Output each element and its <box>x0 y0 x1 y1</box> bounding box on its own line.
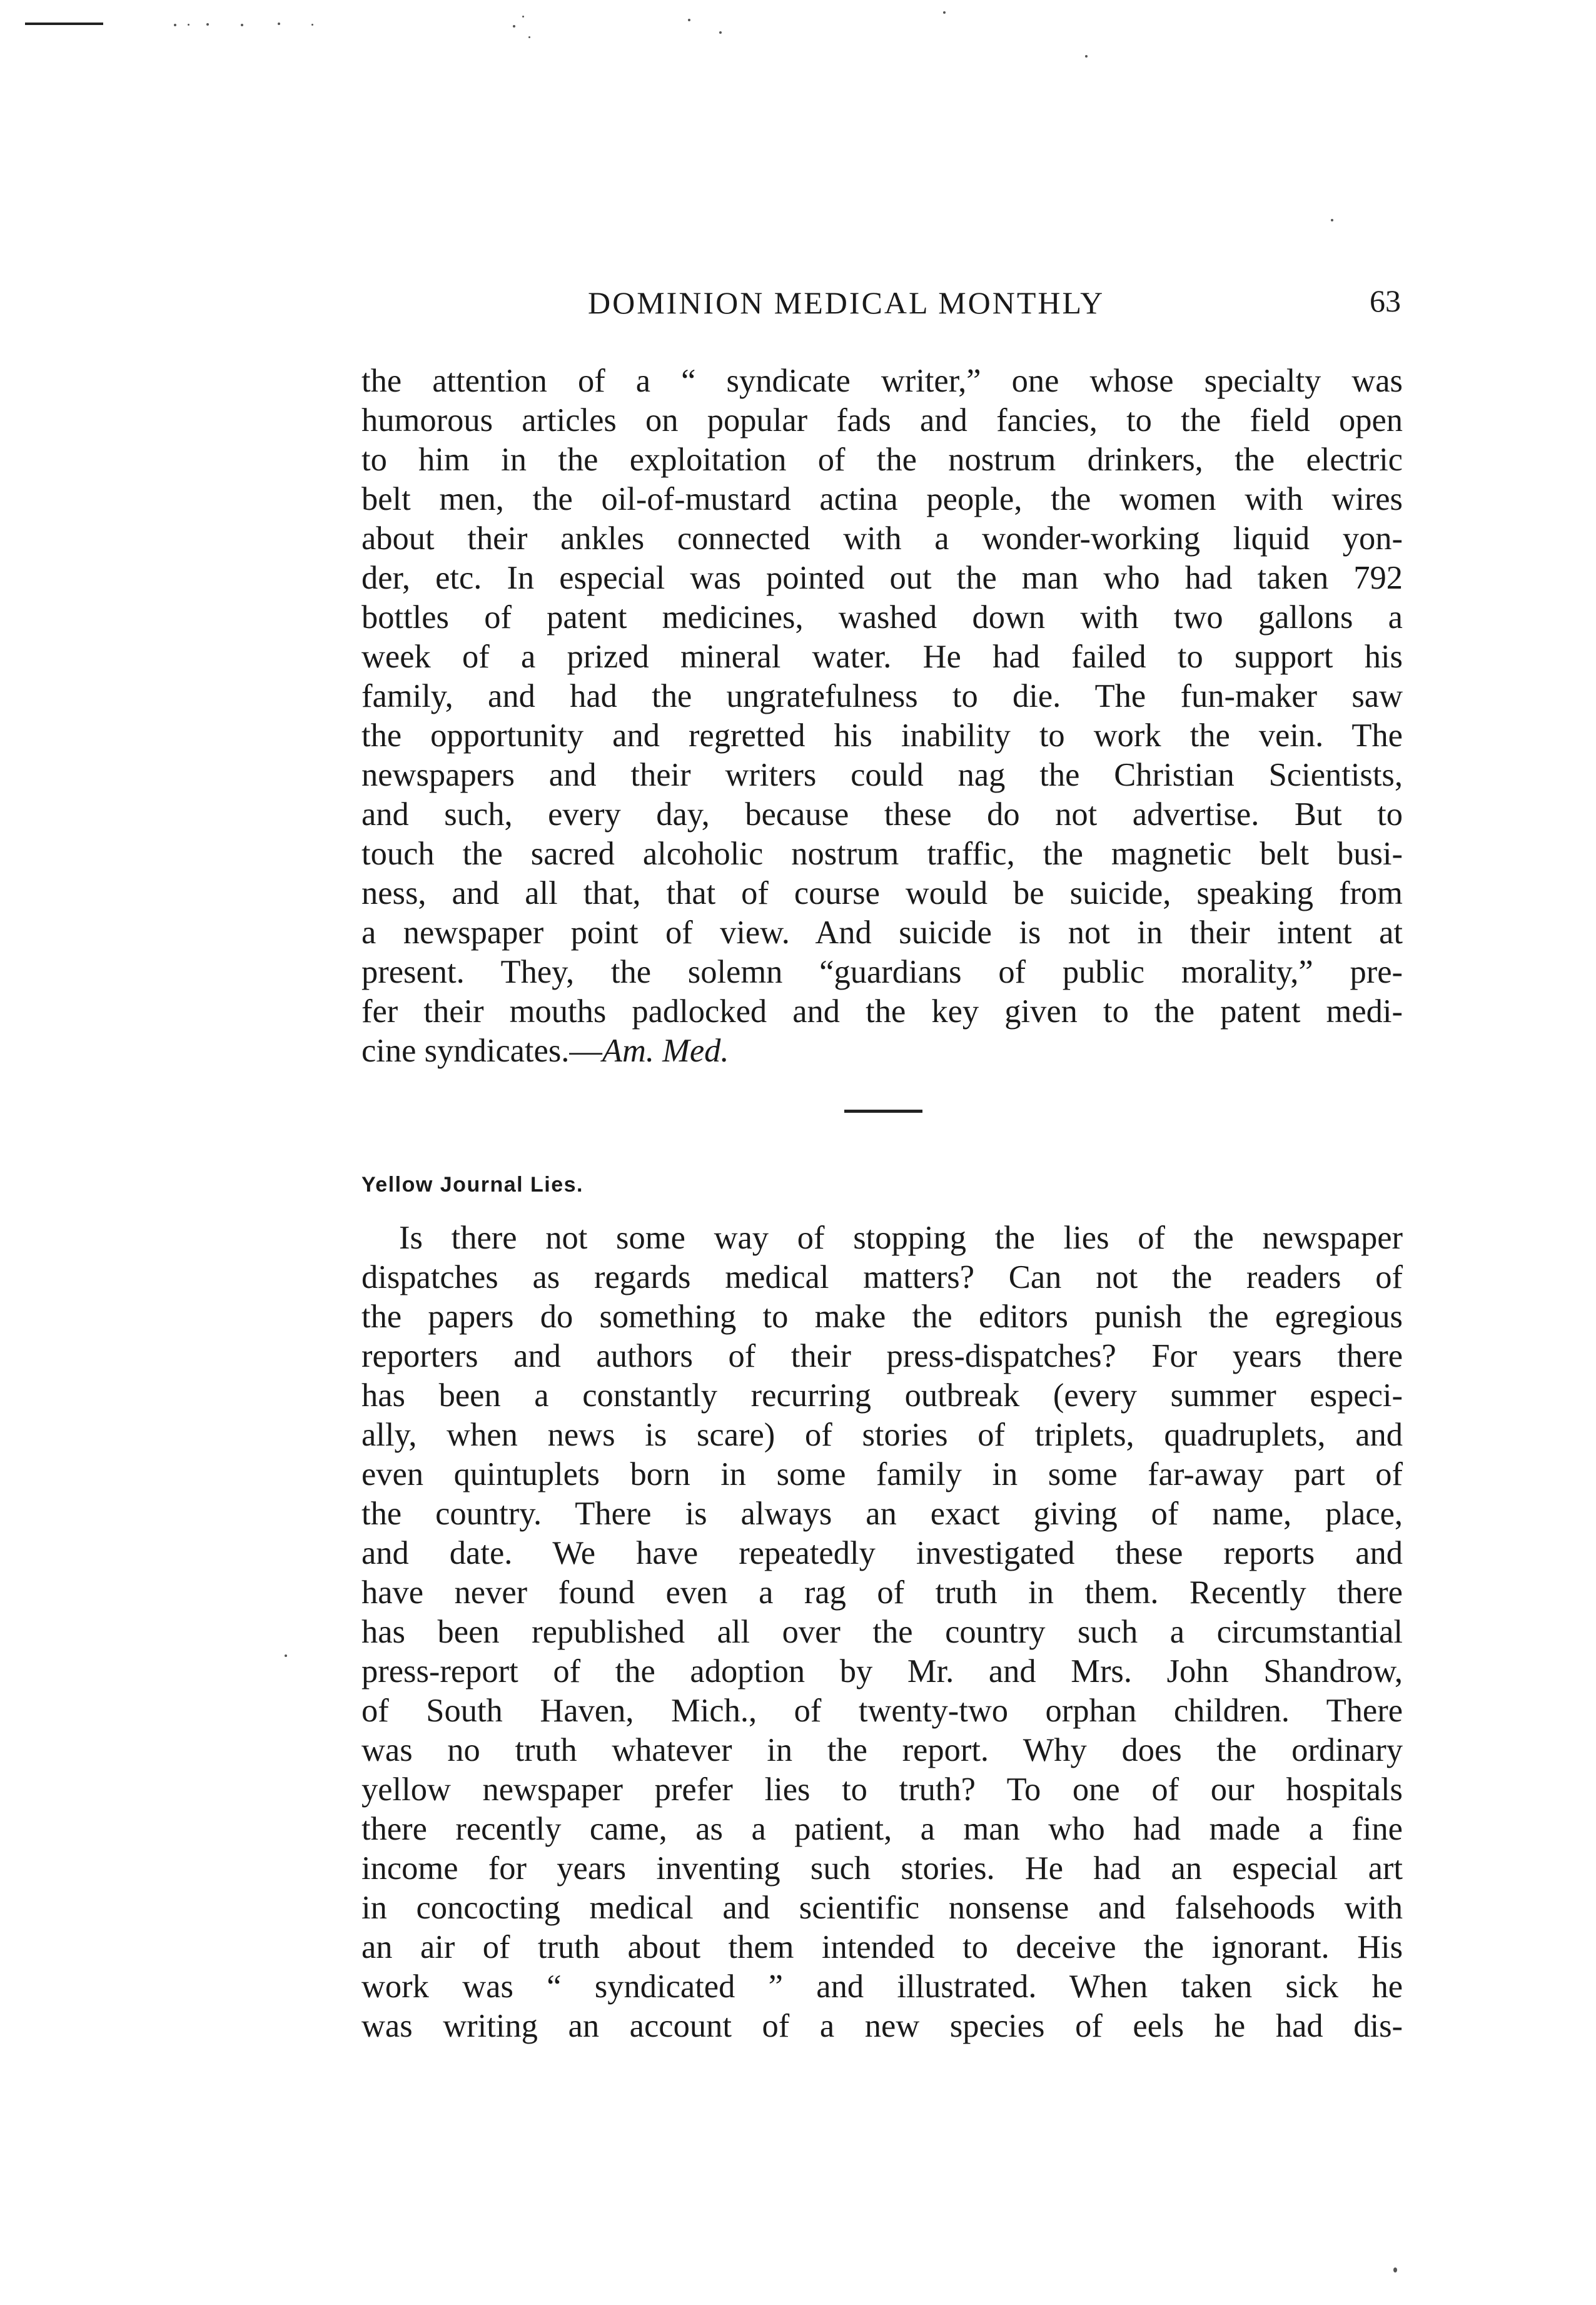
text-line: newspapers and their writers could nag the Christian Scientists, <box>361 757 1403 793</box>
text-line: have never found even a rag of truth in them. Recently there <box>361 1574 1403 1611</box>
text-line: of South Haven, Mich., of twenty-two orphan children. There <box>361 1693 1403 1729</box>
text-line: touch the sacred alcoholic nostrum traffic, the magnetic belt busi- <box>361 836 1403 872</box>
text-line: humorous articles on popular fads and fancies, to the field open <box>361 402 1403 438</box>
text-line: der, etc. In especial was pointed out the man who had taken 792 <box>361 560 1403 596</box>
scan-speck <box>688 19 690 21</box>
text-line: dispatches as regards medical matters? Can not the readers of <box>361 1259 1403 1295</box>
scan-speck <box>522 16 524 18</box>
text-line-first: Is there not some way of stopping the lies of the newspaper <box>399 1220 1403 1256</box>
scan-speck <box>513 25 515 28</box>
text-line: yellow newspaper prefer lies to truth? To one of our hospitals <box>361 1771 1403 1808</box>
text-line: and date. We have repeatedly investigated these reports and <box>361 1535 1403 1571</box>
scan-speck <box>285 1654 287 1657</box>
scan-speck <box>311 24 313 26</box>
scan-speck <box>1393 2267 1397 2272</box>
continued-paragraph <box>361 362 1403 1071</box>
text-line: was no truth whatever in the report. Why does the ordinary <box>361 1732 1403 1768</box>
text-line: present. They, the solemn “guardians of public morality,” pre- <box>361 954 1403 990</box>
text-line: and such, every day, because these do not advertise. But to <box>361 796 1403 833</box>
section-paragraph <box>361 1218 1403 2046</box>
text-line: the attention of a “ syndicate writer,” one whose specialty was <box>361 363 1403 399</box>
scan-speck <box>206 23 209 26</box>
section-heading: Yellow Journal Lies. <box>361 1173 583 1197</box>
scan-speck <box>943 11 946 14</box>
text-line: in concocting medical and scientific nonsense and falsehoods with <box>361 1890 1403 1926</box>
text-line-fragment: cine syndicates.— <box>361 1033 602 1069</box>
section-divider <box>844 1110 922 1113</box>
text-line: the country. There is always an exact giving of name, place, <box>361 1496 1403 1532</box>
text-line: about their ankles connected with a wonder-working liquid yon- <box>361 520 1403 557</box>
text-line: family, and had the ungratefulness to die. The fun-maker saw <box>361 678 1403 714</box>
text-line: income for years inventing such stories. He had an especial art <box>361 1850 1403 1887</box>
text-line: press-report of the adoption by Mr. and Mrs. John Shandrow, <box>361 1653 1403 1689</box>
text-line: a newspaper point of view. And suicide is not in their intent at <box>361 914 1403 951</box>
text-line: week of a prized mineral water. He had failed to support his <box>361 639 1403 675</box>
text-line: there recently came, as a patient, a man who had made a fine <box>361 1811 1403 1847</box>
text-line: even quintuplets born in some family in some far-away part of <box>361 1456 1403 1492</box>
text-line: belt men, the oil-of-mustard actina people, the women with wires <box>361 481 1403 517</box>
text-line-final <box>361 1031 1403 1071</box>
scan-speck <box>278 23 280 25</box>
text-line: ness, and all that, that of course would be suicide, speaking from <box>361 875 1403 911</box>
scan-speck <box>241 24 243 26</box>
scan-speck <box>1085 55 1088 58</box>
scan-speck <box>528 36 530 38</box>
scan-speck <box>188 24 189 26</box>
scan-speck <box>174 24 176 26</box>
page-number: 63 <box>1370 283 1401 318</box>
text-line: the opportunity and regretted his inability to work the vein. The <box>361 717 1403 754</box>
citation: Am. Med. <box>602 1033 729 1069</box>
text-line: bottles of patent medicines, washed down with two gallons a <box>361 599 1403 636</box>
scan-mark-rule <box>25 23 103 25</box>
text-line: fer their mouths padlocked and the key given to the patent medi- <box>361 993 1403 1030</box>
running-head-title: DOMINION MEDICAL MONTHLY <box>588 285 1105 320</box>
text-line: has been republished all over the country such a circumstantial <box>361 1614 1403 1650</box>
text-line: the papers do something to make the editors punish the egregious <box>361 1299 1403 1335</box>
scan-speck <box>719 31 722 34</box>
text-line: work was “ syndicated ” and illustrated. When taken sick he <box>361 1968 1403 2005</box>
text-line: to him in the exploitation of the nostrum drinkers, the electric <box>361 442 1403 478</box>
text-line: ally, when news is scare) of stories of triplets, quadruplets, and <box>361 1417 1403 1453</box>
text-line: reporters and authors of their press-dispatches? For years there <box>361 1338 1403 1374</box>
text-line: has been a constantly recurring outbreak (every summer especi- <box>361 1377 1403 1414</box>
text-line: was writing an account of a new species of eels he had dis- <box>361 2008 1403 2044</box>
scan-speck <box>1331 219 1333 221</box>
text-line: an air of truth about them intended to deceive the ignorant. His <box>361 1929 1403 1965</box>
